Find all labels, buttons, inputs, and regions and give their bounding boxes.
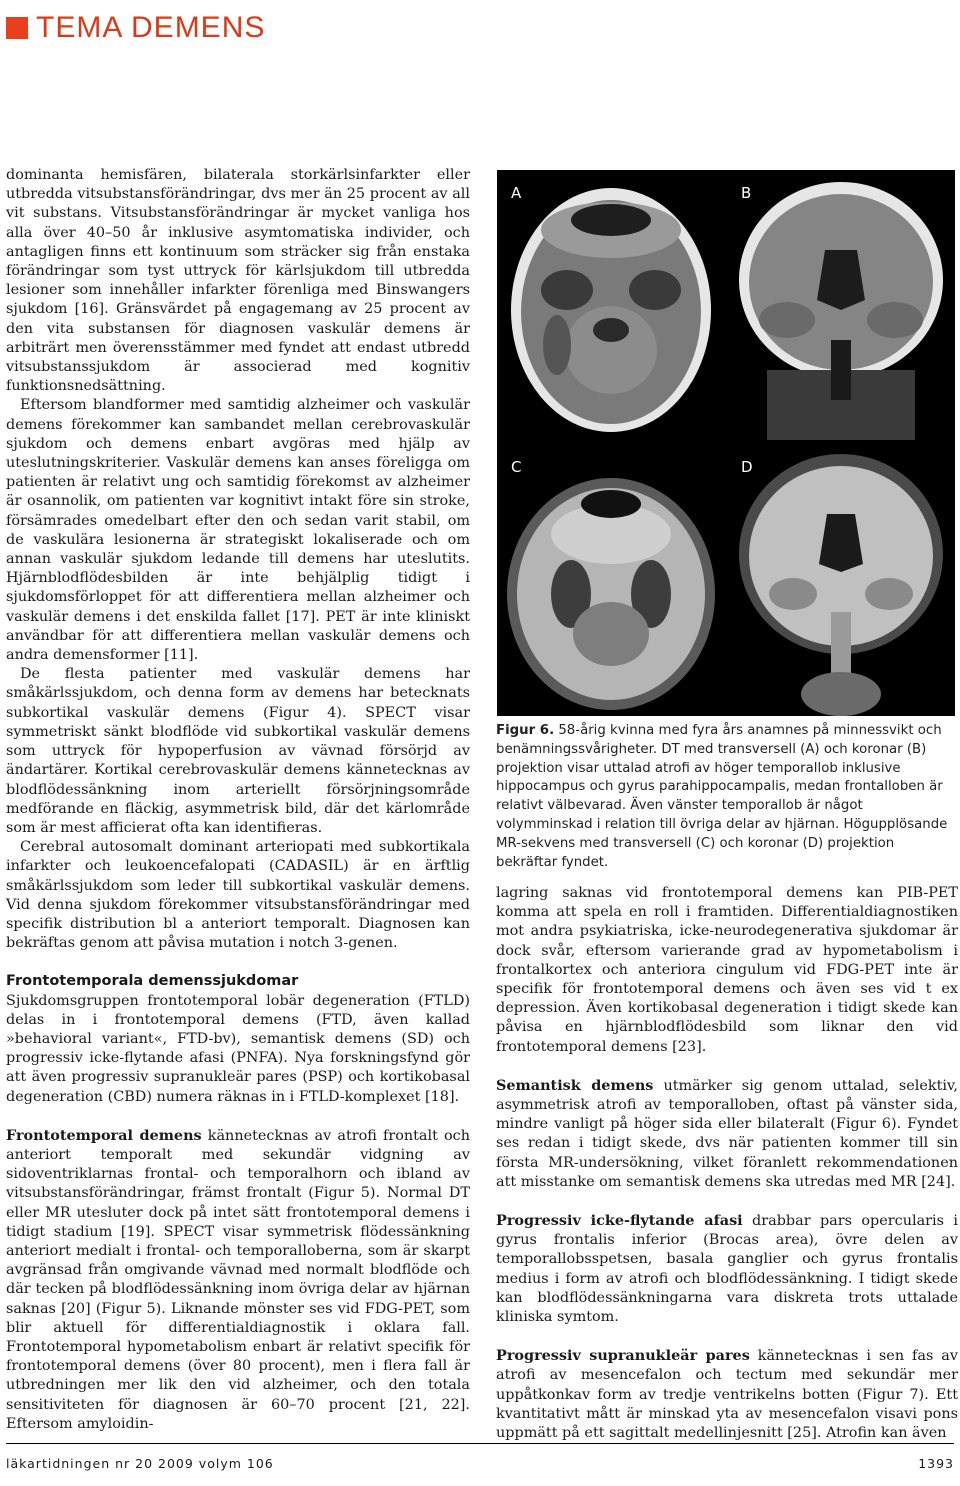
mr-coronal-scan (727, 444, 955, 716)
paragraph (496, 1076, 958, 1192)
figure-label: Figur 6. (496, 723, 555, 738)
caption-text: 58-årig kvinna med fyra års anamnes på minnessvikt och benämningssvårigheter. DT med transversell (A) och koronar (B) projektion visar uttalad atrofi av höger temporallob inklusive hippocampus och gyrus parahippocampalis, medan frontalloben är relativt välbevarad. Även vänster temporallob är något volymminskad i relation till övriga delar av hjärnan. Högupplösande MR-sekvens med transversell (C) och koronar (D) projektion bekräftar fyndet. (496, 723, 948, 870)
ct-transversal-panel (497, 170, 725, 442)
section-title: TEMA DEMENS (36, 11, 266, 44)
paragraph-text: utmärker sig genom uttalad, selektiv, asymmetrisk atrofi av temporalloben, oftast på vänster sida, mindre vanligt på höger sida eller bilateralt (Figur 6). Fyndet ses redan i tidigt skede, dvs när patienten kommer till sin första MR-undersökning, vilket föranlett rekommendationen att misstanke om semantisk demens ska utredas med MR [24]. (496, 1077, 958, 1190)
header-square-icon (6, 17, 28, 39)
section-header (6, 6, 265, 50)
paragraph: Eftersom blandformer med samtidig alzheimer och vaskulär demens förekommer kan sambandet mellan cerebrovaskulär sjukdom och demens enbart avgöras med hjälp av uteslutningskriterier. Vaskulär demens kan anses föreligga om patienten är relativt ung och samtidig förekomst av alzheimer är osannolik, om patienten var kognitivt intakt före sin stroke, försämrades omedelbart efter den och sedan varit stabil, om de vaskulära lesionerna är strategiskt lokaliserade och om annan vaskulär sjukdom ledande till demens har uteslutits. Hjärnblodflödesbilden är inte behjälplig tidigt i sjukdomsförloppet för att differentiera mellan alzheimer och vaskulär demens i det enskilda fallet [17]. PET är inte kliniskt användbar för att differentiera mellan vaskulär demens och andra demensformer [11]. (6, 397, 470, 664)
term-bold: Semantisk demens (496, 1076, 654, 1094)
panel-label: C (511, 458, 522, 476)
right-column (496, 884, 958, 1443)
page-footer (6, 1443, 954, 1471)
mr-coronal-panel (727, 444, 955, 716)
panel-label: B (741, 184, 752, 202)
mr-transversal-scan (497, 444, 725, 716)
paragraph-text: drabbar pars opercularis i gyrus frontalis inferior (Brocas area), övre delen av temporallobsspetsen, basala ganglier och gyrus frontalis medius i form av atrofi och blodflödessänkning. I tidigt skede kan blodflödessänkningarna vara diskreta trots uttalade kliniska symtom. (496, 1213, 958, 1326)
term-bold: Progressiv supranukleär pares (496, 1347, 750, 1365)
mr-transversal-panel (497, 444, 725, 716)
paragraph: De flesta patienter med vaskulär demens har småkärlssjukdom, och denna form av demens har betecknats subkortikal vaskulär demens (Figur 4). SPECT visar symmetriskt sänkt blodflöde vid subkortikal vaskulär demens som uttryck för hypoperfusion av vävnad försörjd av ändartärer. Kortikal cerebrovaskulär demens kännetecknas av blodflödessänkning inom arteriellt försörjningsområde medförande en fläckig, asymmetrisk bild, där det kärlområde som är mest afficierat ofta kan identifieras. (6, 666, 470, 836)
journal-info: läkartidningen nr 20 2009 volym 106 (6, 1456, 274, 1471)
figure-caption (496, 722, 958, 872)
section-heading: Frontotemporala demenssjukdomar (6, 973, 299, 990)
panel-label: D (741, 458, 753, 476)
left-column (6, 166, 470, 1434)
paragraph: Cerebral autosomalt dominant arteriopati med subkortikala infarkter och leukoencefalopati (CADASIL) är en ärftlig småkärlssjukdom som leder till subkortikal vaskulär demens. Vid denna sjukdom förekommer vitsubstansförändringar med specifik distribution bl a anteriort temporalt. Diagnosen kan bekräftas genom att påvisa mutation i notch 3-genen. (6, 839, 470, 952)
term-bold: Frontotemporal demens (6, 1126, 202, 1144)
brain-scan-figure (497, 170, 955, 716)
ct-coronal-panel (727, 170, 955, 442)
page-number: 1393 (918, 1456, 954, 1471)
ct-coronal-scan (727, 170, 955, 442)
term-bold: Progressiv icke-flytande afasi (496, 1212, 743, 1230)
paragraph: lagring saknas vid frontotemporal demens kan PIB-PET komma att spela en roll i framtiden. Differentialdiagnostiken mot andra psykiatriska, icke-neurodegenerativa sjukdomar är dock svår, eftersom varierande grad av hypometabolism i frontalkortex och anteriora cingulum vid FDG-PET inte är specifik för frontotemporal demens och även ses vid t ex depression. Även kortikobasal degeneration i tidigt skede kan påvisa en hjärnblodflödesbild som liknar den vid frontotemporal demens [23]. (496, 885, 958, 1055)
paragraph: dominanta hemisfären, bilaterala storkärlsinfarkter eller utbredda vitsubstansförändringar, dvs mer än 25 procent av all vit substans. Vitsubstansförändringar är mycket vanliga hos alla över 40–50 år inklusive asymtomatiska individer, och antagligen finns ett kontinuum som sträcker sig från enstaka förändringar som tyst uttryck för kärlsjukdom till utbredda lesioner som innehåller infarkter förenliga med Binswangers sjukdom [16]. Gränsvärdet på engagemang av 25 procent av den vita substansen för diagnosen vaskulär demens är arbiträrt men överensstämmer med fyndet att endast utbredd vitsubstanssjukdom är associerad med kognitiv funktionsnedsättning. (6, 167, 470, 395)
paragraph (496, 1346, 958, 1443)
paragraph: Sjukdomsgruppen frontotemporal lobär degeneration (FTLD) delas in i frontotemporal demens (FTD, även kallad »behavioral variant«, FTD-bv), semantisk demens (SD) och progressiv icke-flytande afasi (PNFA). Nya forskningsfynd gör att även progressiv supranukleär pares (PSP) och kortikobasal degeneration (CBD) numera räknas in i FTLD-komplexet [18]. (6, 992, 470, 1105)
paragraph-text: kännetecknas i sen fas av atrofi av mesencefalon och tectum med sekundär mer uppåtkonkav form av tredje ventrikelns botten (Figur 7). Ett kvantitativt mått är minskad yta av mesencefalon visavi pons uppmätt på ett sagittalt medellinjesnitt [25]. Atrofin kan även (496, 1348, 958, 1442)
paragraph (496, 1211, 958, 1327)
ct-transversal-scan (497, 170, 725, 442)
paragraph-text: kännetecknas av atrofi frontalt och anteriort temporalt med sekundär vidgning av sidoventriklarnas frontal- och temporalhorn och ibland av vitsubstansförändringar, främst frontalt (Figur 5). Normal DT eller MR utesluter dock på intet sätt frontotemporal demens i tidigt stadium [19]. SPECT visar symmetrisk flödessänkning anteriort medialt i frontal- och temporalloberna, som är skarpt avgränsad från omgivande vävnad med normalt blodflöde och där tecken på blodflödessänkning inom övriga delar av hjärnan saknas [20] (Figur 5). Liknande mönster ses vid FDG-PET, som blir aktuell för differentialdiagnostik i oklara fall. Frontotemporal hypometabolism enbart är relativt specifik för frontotemporal demens (över 80 procent), men i flera fall är utbredningen mer lik den vid alzheimer, och den totala sensitiviteten för diagnosen är 60–70 procent [21, 22]. Eftersom amyloidin- (6, 1127, 470, 1432)
paragraph (6, 1126, 470, 1434)
panel-label: A (511, 184, 522, 202)
